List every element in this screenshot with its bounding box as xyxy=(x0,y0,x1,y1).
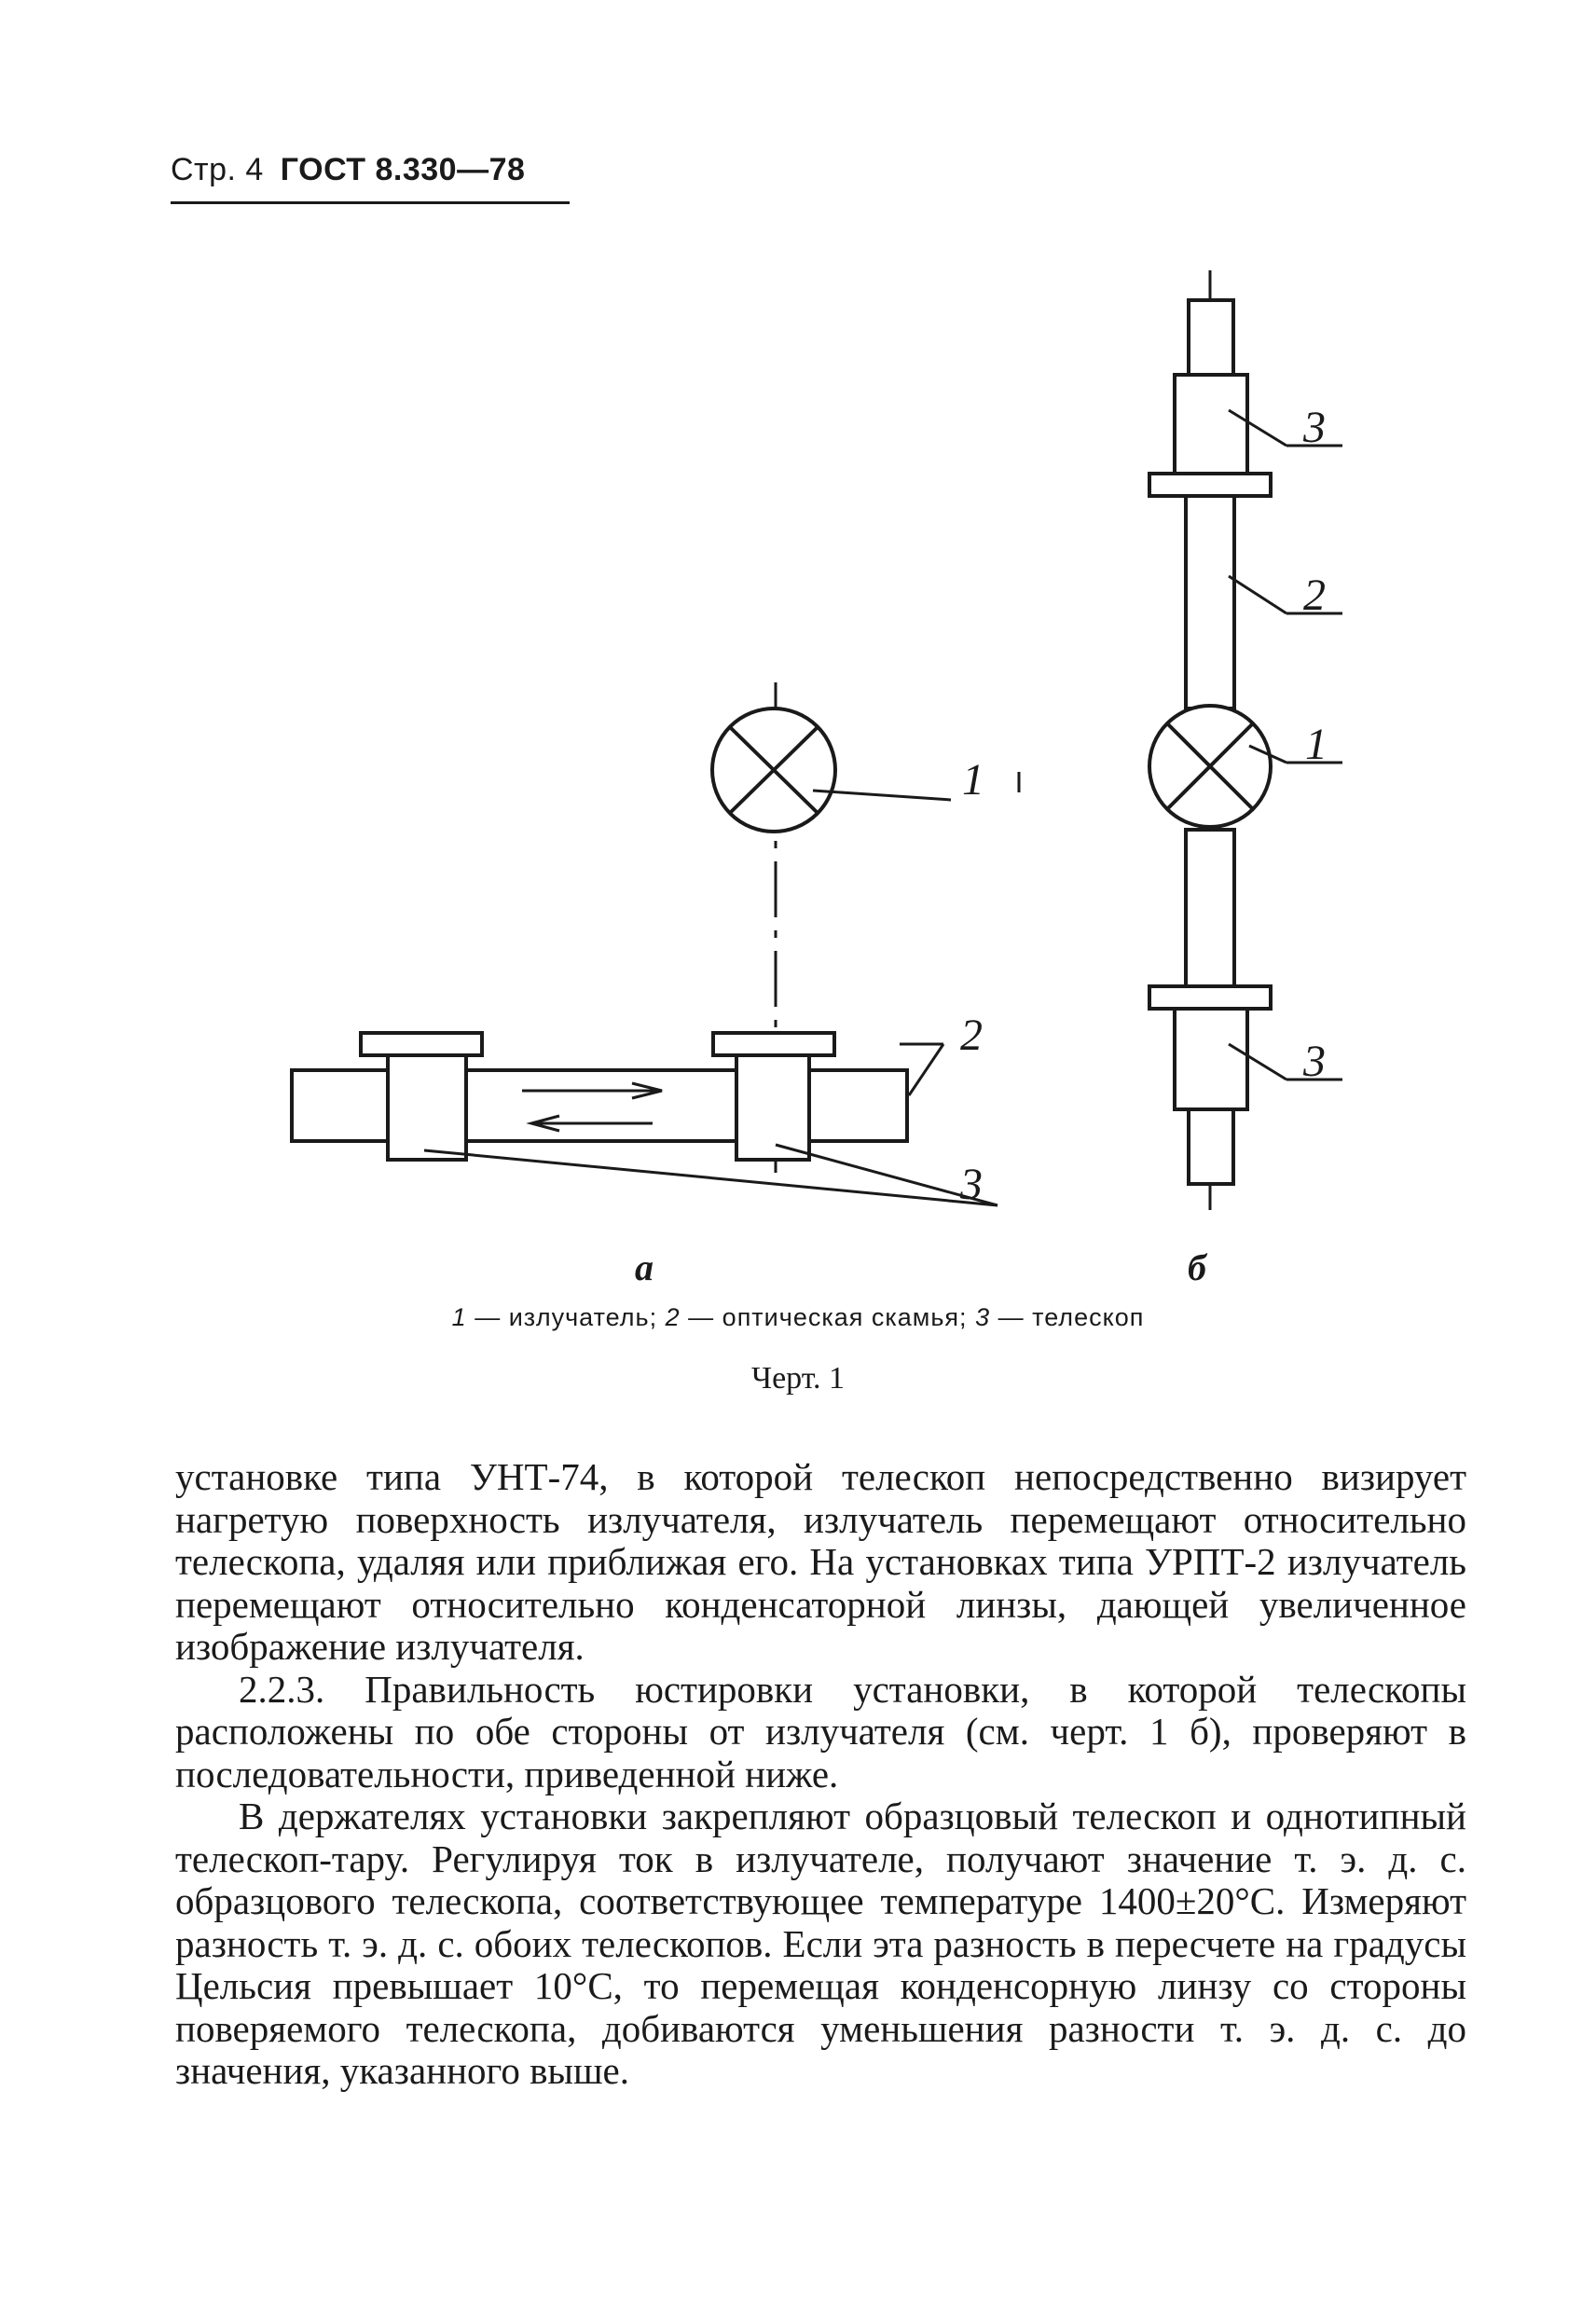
figure-drawing xyxy=(0,242,1596,1231)
emitter-icon-b xyxy=(1149,706,1271,827)
header-rule xyxy=(171,201,570,204)
legend-text-2: — оптическая скамья; xyxy=(688,1303,968,1331)
legend-text-3: — телескоп xyxy=(998,1303,1145,1331)
emitter-icon-a xyxy=(712,708,835,832)
label-2-b: 2 xyxy=(1303,571,1326,620)
figure-legend xyxy=(0,1303,1596,1332)
standard-code: ГОСТ 8.330—78 xyxy=(280,152,526,187)
legend-num-1: 1 xyxy=(451,1303,467,1331)
paragraph: 2.2.3. Правильность юстировки установки, в которой телескопы расположены по обе стороны от излучателя (см. черт. 1 б), проверяют в последовательности, приведенной ниже. xyxy=(175,1667,1466,1795)
label-2-a: 2 xyxy=(960,1011,983,1060)
label-1-b: 1 xyxy=(1305,720,1328,769)
subfigure-label-a: а xyxy=(635,1246,654,1288)
telescope-bottom-b xyxy=(1149,986,1271,1184)
label-3-b-top: 3 xyxy=(1303,403,1326,452)
label-1-a: 1 xyxy=(962,755,984,805)
legend-num-2: 2 xyxy=(665,1303,681,1331)
paragraph: установке типа УНТ-74, в которой телескоп непосредственно визирует нагретую поверхность излучателя, излучатель перемещают относительно телескопа, удаляя или приближая его. На установках типа УРПТ-2 излучатель перемещают относительно конденсаторной линзы, дающей увеличенное изображение излучателя. xyxy=(175,1455,1466,1668)
page-header xyxy=(171,152,525,188)
label-3-b-bottom: 3 xyxy=(1303,1037,1326,1086)
page-number: Стр. 4 xyxy=(171,152,264,187)
body-text xyxy=(175,1456,1466,2093)
legend-num-3: 3 xyxy=(975,1303,991,1331)
subfigure-label-b: б xyxy=(1188,1246,1206,1288)
diagram-a xyxy=(292,682,1019,1205)
figure-caption: Черт. 1 xyxy=(750,1361,846,1396)
telescope-top-b xyxy=(1149,300,1271,496)
paragraph: В держателях установки закрепляют образцовый телескоп и однотипный телескоп-тару. Регулируя ток в излучателе, получают значение т. э. д. с. образцового телескопа, соответствующее температуре 1400±20°С. Измеряют разность т. э. д. с. обоих телескопов. Если эта разность в пересчете на градусы Цельсия превышает 10°С, то перемещая конденсорную линзу со стороны поверяемого телескопа, добиваются уменьшения разности т. э. д. с. до значения, указанного выше. xyxy=(175,1795,1466,2092)
legend-text-1: — излучатель; xyxy=(475,1303,658,1331)
label-3-a: 3 xyxy=(960,1160,983,1209)
